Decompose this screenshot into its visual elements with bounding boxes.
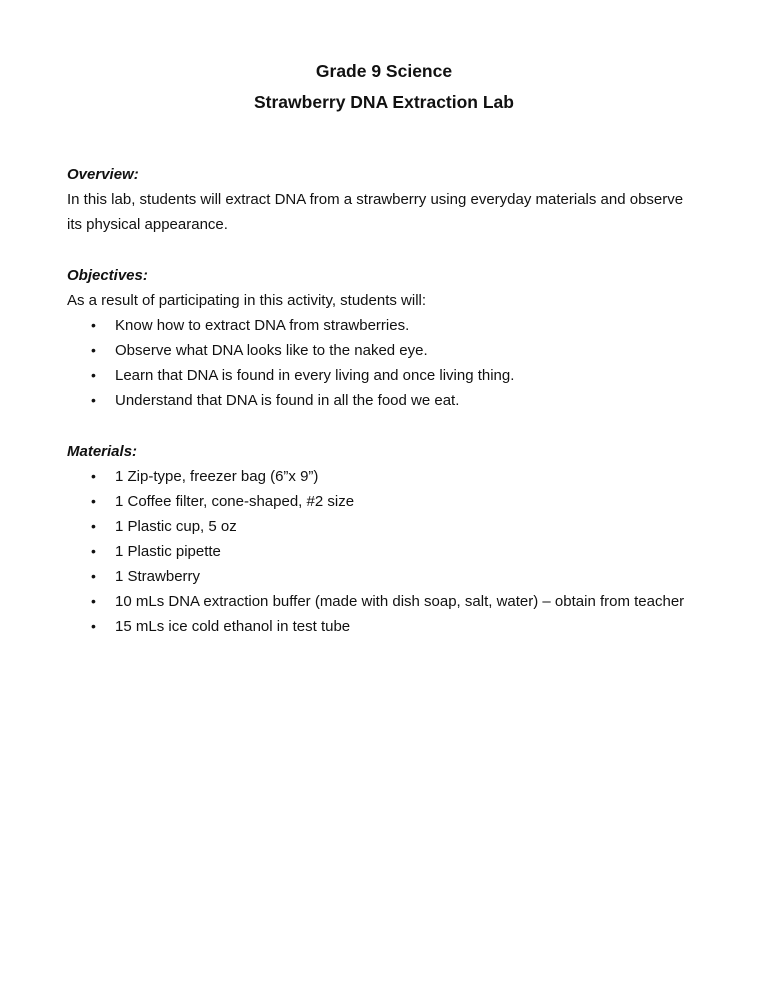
materials-bullet-list xyxy=(67,464,701,639)
overview-body: In this lab, students will extract DNA from a strawberry using everyday materials and observe its physical appearance. xyxy=(67,191,684,233)
objectives-intro: As a result of participating in this activity, students will: xyxy=(67,292,427,309)
material-item-text: 1 Zip-type, freezer bag (6”x 9”) xyxy=(115,468,319,485)
list-item xyxy=(91,564,701,589)
material-item-text: 1 Plastic pipette xyxy=(115,543,221,560)
objectives-heading: Objectives: xyxy=(67,267,148,284)
material-item-text: 15 mLs ice cold ethanol in test tube xyxy=(115,618,351,635)
bullet-icon: • xyxy=(91,518,96,534)
bullet-icon: • xyxy=(91,392,96,408)
list-item xyxy=(91,338,701,363)
bullet-icon: • xyxy=(91,367,96,383)
overview-heading: Overview: xyxy=(67,166,139,183)
list-item xyxy=(91,539,701,564)
list-item xyxy=(91,464,701,489)
bullet-icon: • xyxy=(91,593,96,609)
objective-item-text: Understand that DNA is found in all the food we eat. xyxy=(115,392,460,409)
document-title-line-1: Grade 9 Science xyxy=(315,61,453,81)
list-item xyxy=(91,363,701,388)
material-item-text: 10 mLs DNA extraction buffer (made with dish soap, salt, water) – obtain from teacher xyxy=(115,593,685,610)
objectives-bullet-list xyxy=(67,313,701,413)
bullet-icon: • xyxy=(91,317,96,333)
list-item xyxy=(91,313,701,338)
objective-item-text: Learn that DNA is found in every living and once living thing. xyxy=(115,367,515,384)
bullet-icon: • xyxy=(91,493,96,509)
bullet-icon: • xyxy=(91,468,96,484)
list-item xyxy=(91,388,701,413)
material-item-text: 1 Strawberry xyxy=(115,568,201,585)
list-item xyxy=(91,589,701,614)
document-title-block xyxy=(67,56,701,118)
material-item-text: 1 Plastic cup, 5 oz xyxy=(115,518,237,535)
materials-section xyxy=(67,439,701,639)
list-item xyxy=(91,614,701,639)
materials-heading: Materials: xyxy=(67,443,138,460)
bullet-icon: • xyxy=(91,618,96,634)
material-item-text: 1 Coffee filter, cone-shaped, #2 size xyxy=(115,493,355,510)
bullet-icon: • xyxy=(91,543,96,559)
document-title-line-2: Strawberry DNA Extraction Lab xyxy=(254,92,514,112)
bullet-icon: • xyxy=(91,568,96,584)
bullet-icon: • xyxy=(91,342,96,358)
overview-section xyxy=(67,162,701,237)
objectives-section xyxy=(67,263,701,413)
list-item xyxy=(91,514,701,539)
list-item xyxy=(91,489,701,514)
objective-item-text: Know how to extract DNA from strawberries. xyxy=(115,317,410,334)
objective-item-text: Observe what DNA looks like to the naked eye. xyxy=(115,342,428,359)
